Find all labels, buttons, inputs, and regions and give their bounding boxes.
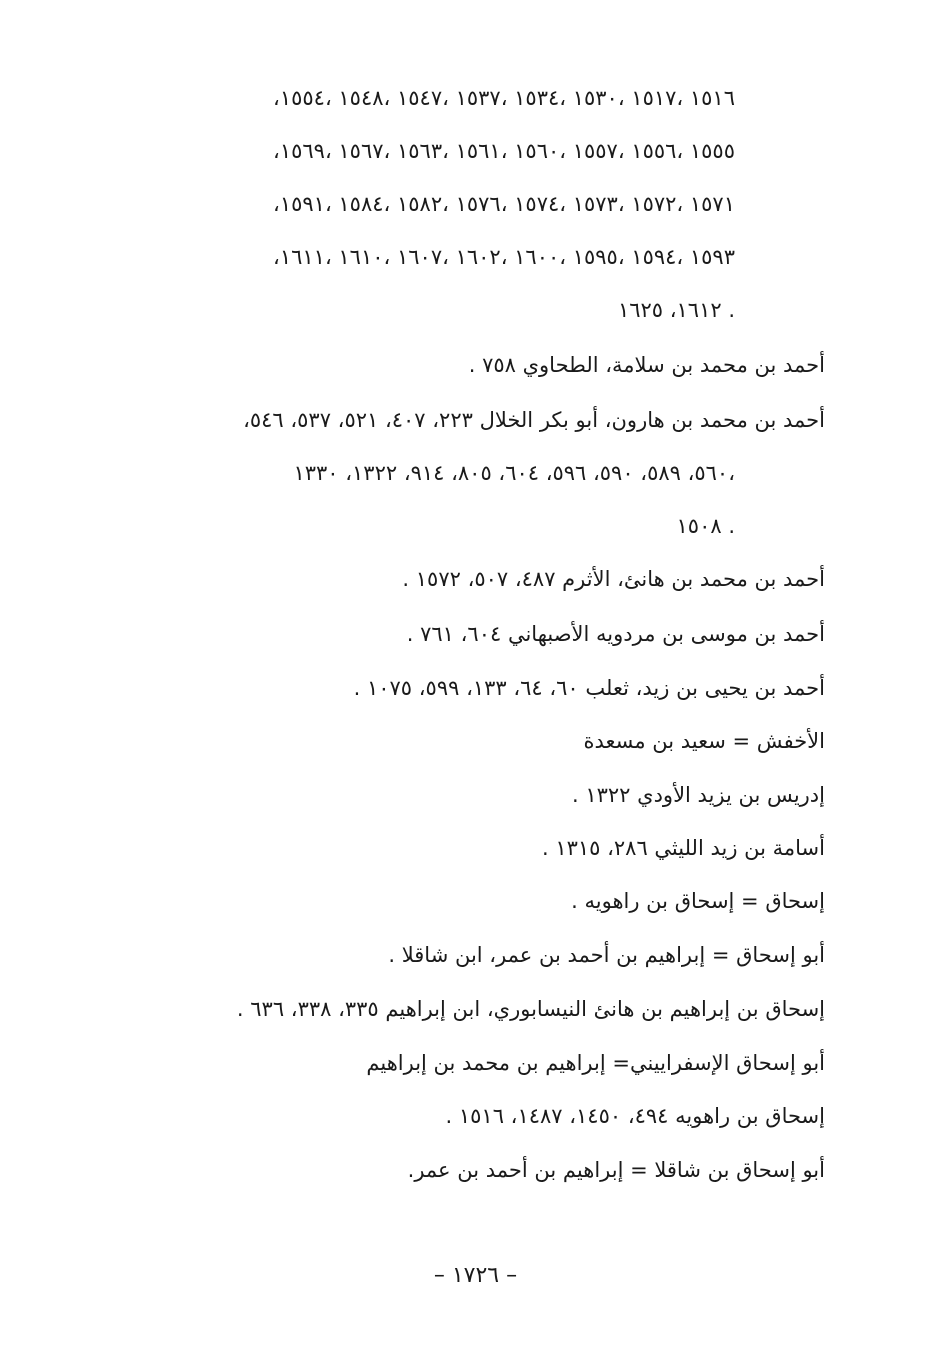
index-entry-isfarayini: أبو إسحاق الإسفراييني= إبراهيم بن محمد بن إبراهيم	[366, 1051, 825, 1075]
index-entry-abu-ishaq-shaqila: أبو إسحاق = إبراهيم بن أحمد بن عمر، ابن شاقلا .	[388, 943, 825, 967]
index-line-2: ،١٥٥٥ ،١٥٥٦ ،١٥٥٧ ،١٥٦٠ ،١٥٦١ ،١٥٦٣ ،١٥٦٧ ،١٥٦٩	[273, 139, 735, 163]
index-line-3: ،١٥٧١ ،١٥٧٢ ،١٥٧٣ ،١٥٧٤ ،١٥٧٦ ،١٥٨٢ ،١٥٨٤ ،١٥٩١	[273, 192, 735, 216]
index-entry-rahawayh: إسحاق بن راهويه ٤٩٤، ١٤٥٠، ١٤٨٧، ١٥١٦ .	[445, 1104, 825, 1128]
index-entry-khallal-cont-2: ١٥٠٨ .	[676, 514, 735, 538]
index-entry-akhfash: الأخفش = سعيد بن مسعدة	[583, 729, 825, 753]
index-line-4: ،١٥٩٣ ،١٥٩٤ ،١٥٩٥ ،١٦٠٠ ،١٦٠٢ ،١٦٠٧ ،١٦١٠ ،١٦١١	[273, 245, 735, 269]
index-entry-ishaq-naysaburi: إسحاق بن إبراهيم بن هانئ النيسابوري، ابن إبراهيم ٣٣٥، ٣٣٨، ٦٣٦ .	[236, 997, 825, 1021]
index-entry-usama: أسامة بن زيد الليثي ٢٨٦، ١٣١٥ .	[541, 836, 825, 860]
index-entry-khallal: أحمد بن محمد بن هارون، أبو بكر الخلال ٢٢٣، ٤٠٧، ٥٢١، ٥٣٧، ٥٤٦،	[243, 408, 825, 432]
page-number: – ١٧٢٦ –	[433, 1263, 518, 1288]
index-entry-thalab: أحمد بن يحيى بن زيد، ثعلب ٦٠، ٦٤، ١٣٣، ٥٩٩، ١٠٧٥ .	[353, 676, 825, 700]
index-entry-tahawi: أحمد بن محمد بن سلامة، الطحاوي ٧٥٨ .	[468, 353, 825, 377]
index-entry-ibn-shaqila: أبو إسحاق بن شاقلا = إبراهيم بن أحمد بن عمر.	[407, 1158, 825, 1182]
index-entry-athram: أحمد بن محمد بن هانئ، الأثرم ٤٨٧، ٥٠٧، ١٥٧٢ .	[402, 567, 825, 591]
index-entry-ishaq: إسحاق = إسحاق بن راهويه .	[571, 889, 825, 913]
index-entry-khallal-cont-1: ٥٦٠، ٥٨٩، ٥٩٠، ٥٩٦، ٦٠٤، ٨٠٥، ٩١٤، ١٣٢٢، ١٣٣٠،	[293, 461, 735, 485]
index-entry-idris: إدريس بن يزيد الأودي ١٣٢٢ .	[571, 783, 825, 807]
index-line-5: ١٦١٢، ١٦٢٥ .	[617, 298, 735, 322]
index-line-1: ،١٥١٦ ،١٥١٧ ،١٥٣٠ ،١٥٣٤ ،١٥٣٧ ،١٥٤٧ ،١٥٤٨ ،١٥٥٤	[273, 86, 735, 110]
index-entry-marduwayh: أحمد بن موسى بن مردويه الأصبهاني ٦٠٤، ٧٦١ .	[406, 622, 825, 646]
